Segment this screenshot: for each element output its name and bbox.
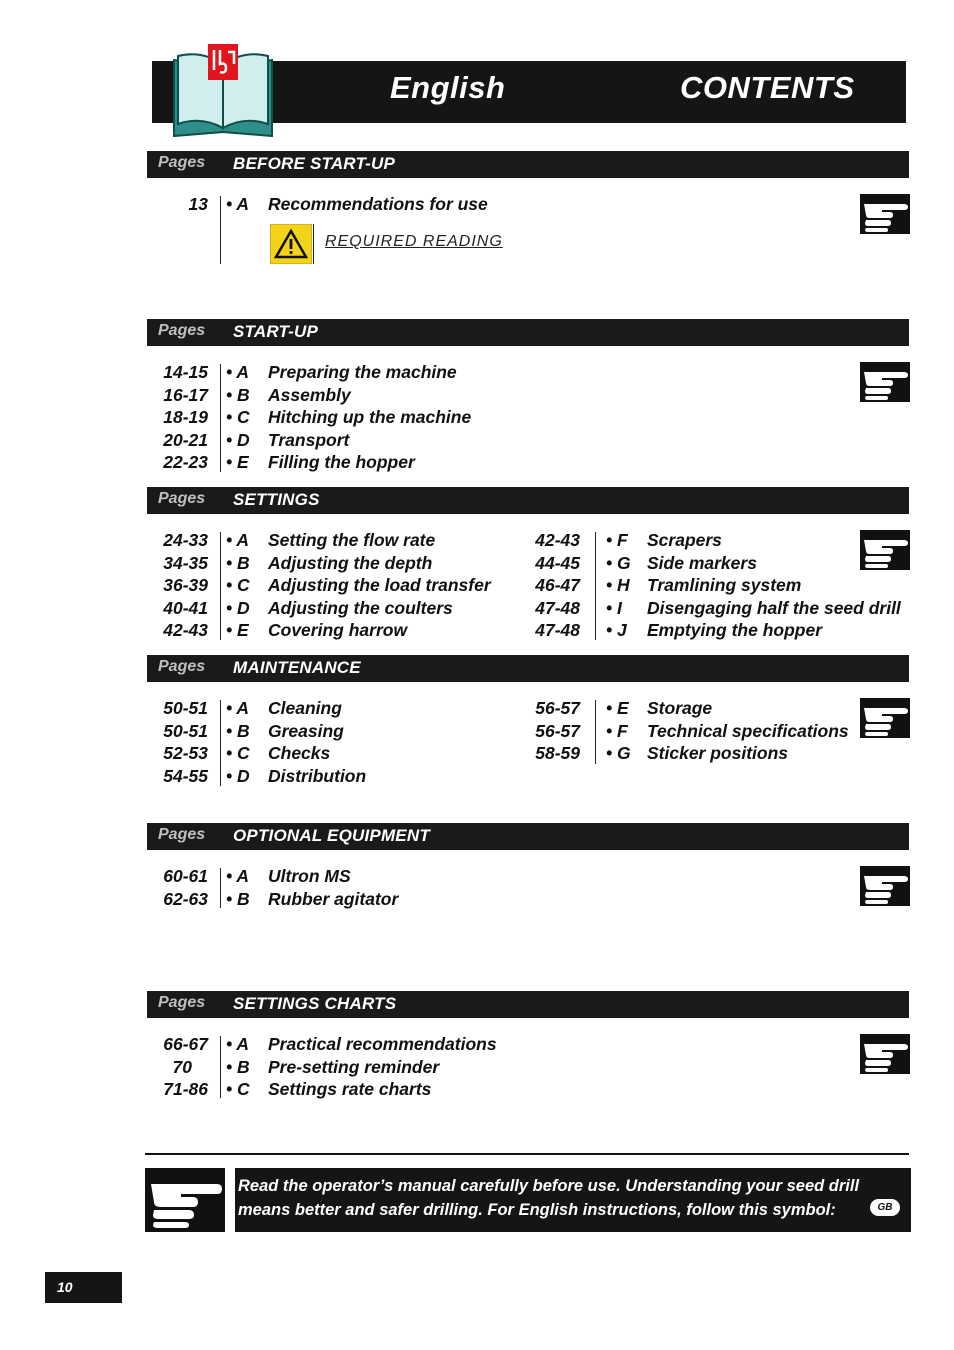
entry-label: Recommendations for use bbox=[268, 194, 488, 214]
pointing-hand-icon bbox=[860, 698, 910, 738]
entry-label: Storage bbox=[647, 698, 713, 718]
page-range: 42-43 bbox=[163, 620, 208, 641]
page-range: 14-15 bbox=[163, 362, 208, 382]
pointing-hand-icon bbox=[860, 530, 910, 570]
divider bbox=[595, 700, 596, 764]
entry-label: Emptying the hopper bbox=[647, 620, 822, 641]
page-number-box bbox=[45, 1272, 122, 1303]
entry-letter: • E bbox=[226, 452, 249, 473]
section-title: SETTINGS CHARTS bbox=[233, 994, 397, 1013]
entry-letter: • A bbox=[226, 866, 249, 886]
page-range: 58-59 bbox=[535, 743, 580, 764]
divider bbox=[220, 196, 221, 264]
entry-label: Adjusting the coulters bbox=[268, 597, 453, 618]
page-range: 13 bbox=[188, 194, 208, 214]
entry-label: Greasing bbox=[268, 720, 344, 741]
entry-label: Ultron MS bbox=[268, 866, 351, 886]
warning-triangle-icon bbox=[270, 224, 312, 264]
entry-letter: • B bbox=[226, 1056, 250, 1077]
section-header-maintenance bbox=[147, 655, 909, 682]
section-title: START-UP bbox=[233, 322, 319, 341]
entry-label: Side markers bbox=[647, 552, 757, 573]
entry-label: Settings rate charts bbox=[268, 1079, 432, 1100]
pages-label: Pages bbox=[158, 658, 206, 675]
gb-badge: GB bbox=[870, 1199, 900, 1216]
pointing-hand-icon bbox=[860, 194, 910, 234]
entry-letter: • J bbox=[606, 620, 627, 641]
section-header-start-up bbox=[147, 319, 909, 346]
entry-letter: • E bbox=[606, 698, 629, 718]
entry-label: Adjusting the load transfer bbox=[268, 575, 491, 596]
entry-letter: • B bbox=[226, 888, 250, 909]
page-range: 36-39 bbox=[163, 575, 208, 596]
section-header-before-start-up bbox=[147, 151, 909, 178]
divider bbox=[220, 532, 221, 640]
entry-letter: • B bbox=[226, 720, 250, 741]
entry-letter: • G bbox=[606, 552, 631, 573]
footer-notice bbox=[235, 1168, 911, 1232]
language-title: English bbox=[390, 70, 506, 105]
page-range: 46-47 bbox=[535, 575, 580, 596]
pointing-hand-icon bbox=[860, 1034, 910, 1074]
entry-label: Scrapers bbox=[647, 530, 722, 550]
pointing-hand-icon bbox=[145, 1168, 225, 1232]
entry-label: Sticker positions bbox=[647, 743, 789, 764]
page-range: 60-61 bbox=[163, 866, 208, 886]
entry-letter: • D bbox=[226, 597, 250, 618]
required-reading: REQUIRED READING bbox=[325, 233, 503, 250]
section-header-settings-charts bbox=[147, 991, 909, 1018]
entry-label: Adjusting the depth bbox=[268, 552, 433, 573]
entry-letter: • A bbox=[226, 362, 249, 382]
page-title: CONTENTS bbox=[680, 70, 855, 105]
section-title: OPTIONAL EQUIPMENT bbox=[233, 826, 430, 845]
page-range: 47-48 bbox=[535, 597, 580, 618]
pointing-hand-icon bbox=[860, 866, 910, 906]
entry-label: Distribution bbox=[268, 765, 367, 786]
entry-letter: • E bbox=[226, 620, 249, 641]
page-range: 44-45 bbox=[535, 552, 580, 573]
footer-rule bbox=[145, 1153, 909, 1155]
page-range: 71-86 bbox=[163, 1079, 208, 1100]
book-icon bbox=[168, 42, 280, 138]
entry-letter: • A bbox=[226, 530, 249, 550]
entry-letter: • H bbox=[606, 575, 630, 596]
entry-label: Disengaging half the seed drill bbox=[647, 597, 901, 618]
entry-label: Transport bbox=[268, 429, 350, 450]
page-range: 56-57 bbox=[535, 698, 580, 718]
entry-letter: • C bbox=[226, 743, 250, 764]
page-range: 66-67 bbox=[163, 1034, 208, 1054]
page-range: 54-55 bbox=[163, 765, 208, 786]
page-range: 50-51 bbox=[163, 698, 208, 718]
entry-label: Tramlining system bbox=[647, 575, 802, 596]
pages-label: Pages bbox=[158, 154, 206, 171]
page-range: 18-19 bbox=[163, 407, 208, 428]
entry-letter: • I bbox=[606, 597, 622, 618]
divider bbox=[220, 868, 221, 908]
section-title: SETTINGS bbox=[233, 490, 320, 509]
pages-label: Pages bbox=[158, 826, 206, 843]
entry-letter: • F bbox=[606, 530, 628, 550]
entry-label: Rubber agitator bbox=[268, 888, 399, 909]
entry-letter: • B bbox=[226, 552, 250, 573]
page-range: 47-48 bbox=[535, 620, 580, 641]
entry-letter: • F bbox=[606, 720, 628, 741]
entry-letter: • A bbox=[226, 194, 249, 214]
entry-letter: • G bbox=[606, 743, 631, 764]
divider bbox=[220, 700, 221, 786]
page-range: 56-57 bbox=[535, 720, 580, 741]
page-range: 52-53 bbox=[163, 743, 208, 764]
entry-label: Pre-setting reminder bbox=[268, 1056, 440, 1077]
section-header-optional-equipment bbox=[147, 823, 909, 850]
section-header-settings bbox=[147, 487, 909, 514]
entry-label: Setting the flow rate bbox=[268, 530, 436, 550]
entry-letter: • C bbox=[226, 575, 250, 596]
page-range: 70 bbox=[172, 1056, 192, 1077]
page-range: 22-23 bbox=[163, 452, 208, 473]
pages-label: Pages bbox=[158, 994, 206, 1011]
entry-label: Covering harrow bbox=[268, 620, 408, 641]
page-range: 42-43 bbox=[535, 530, 580, 550]
page-number: 10 bbox=[57, 1279, 73, 1295]
pages-label: Pages bbox=[158, 322, 206, 339]
entry-letter: • C bbox=[226, 407, 250, 428]
section-title: BEFORE START-UP bbox=[233, 154, 395, 173]
entry-letter: • A bbox=[226, 1034, 249, 1054]
entry-label: Filling the hopper bbox=[268, 452, 415, 473]
entry-label: Checks bbox=[268, 743, 331, 764]
entry-label: Technical specifications bbox=[647, 720, 849, 741]
entry-letter: • A bbox=[226, 698, 249, 718]
entry-label: Hitching up the machine bbox=[268, 407, 472, 428]
entry-label: Practical recommendations bbox=[268, 1034, 497, 1054]
page-range: 24-33 bbox=[163, 530, 208, 550]
footer-line-2: means better and safer drilling. For English instructions, follow this symbol: bbox=[238, 1201, 836, 1219]
section-title: MAINTENANCE bbox=[233, 658, 361, 677]
entry-label: Cleaning bbox=[268, 698, 342, 718]
divider bbox=[220, 364, 221, 472]
entry-letter: • D bbox=[226, 429, 250, 450]
divider bbox=[313, 224, 314, 264]
page-range: 62-63 bbox=[163, 888, 208, 909]
entry-letter: • C bbox=[226, 1079, 250, 1100]
page-range: 50-51 bbox=[163, 720, 208, 741]
divider bbox=[595, 532, 596, 640]
entry-label: Assembly bbox=[268, 384, 351, 405]
pages-label: Pages bbox=[158, 490, 206, 507]
divider bbox=[220, 1036, 221, 1098]
page-range: 20-21 bbox=[163, 429, 208, 450]
pointing-hand-icon bbox=[860, 362, 910, 402]
entry-letter: • B bbox=[226, 384, 250, 405]
entry-letter: • D bbox=[226, 765, 250, 786]
footer-text bbox=[238, 1174, 859, 1222]
page-range: 16-17 bbox=[163, 384, 208, 405]
entry-label: Preparing the machine bbox=[268, 362, 457, 382]
page-range: 40-41 bbox=[163, 597, 208, 618]
page-range: 34-35 bbox=[163, 552, 208, 573]
footer-line-1: Read the operator’s manual carefully before use. Understanding your seed drill bbox=[238, 1177, 860, 1195]
